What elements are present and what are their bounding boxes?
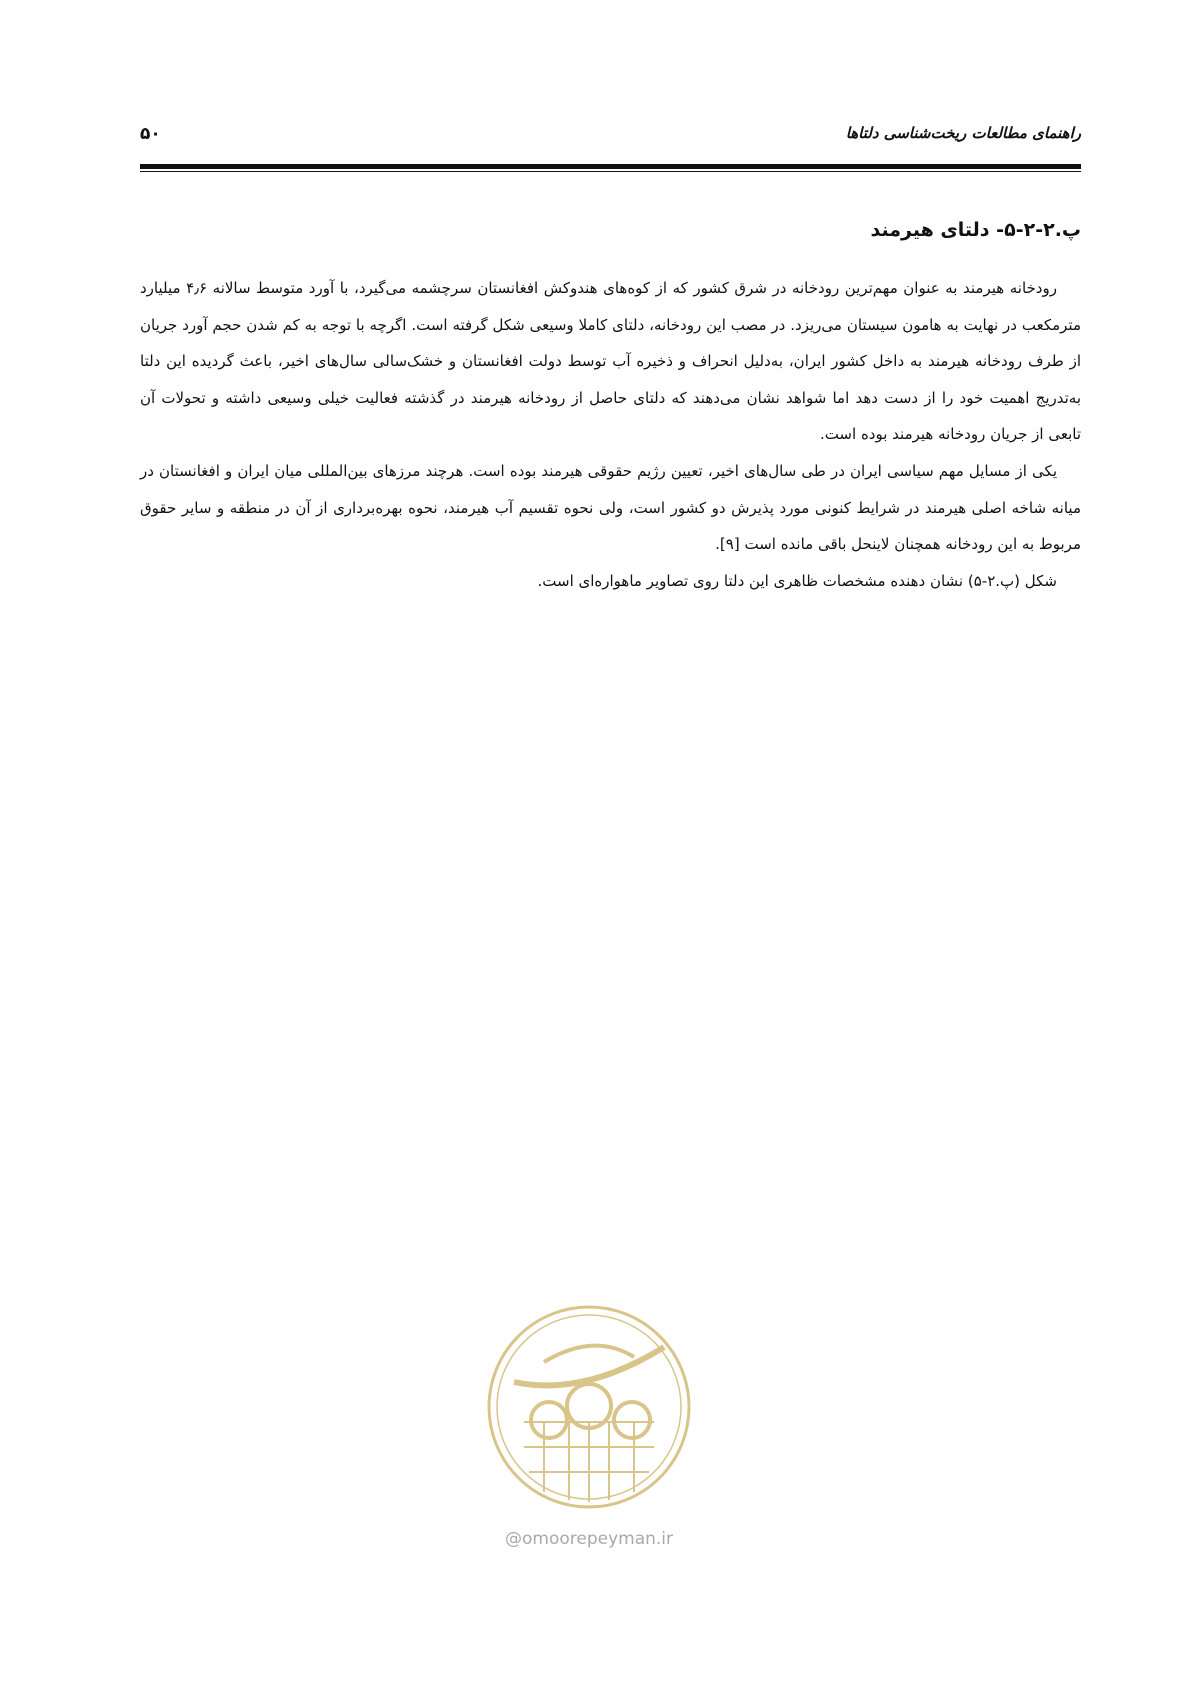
watermark-logo bbox=[484, 1302, 694, 1512]
page-header bbox=[140, 124, 1081, 150]
body-text bbox=[140, 270, 1081, 599]
page-number: ۵۰ bbox=[140, 124, 161, 144]
header-rule-thick bbox=[140, 164, 1081, 169]
watermark-seal-icon bbox=[484, 1302, 694, 1512]
paragraph-2: یکی از مسایل مهم سیاسی ایران در طی سال‌های اخیر، تعیین رژیم حقوقی هیرمند بوده است. هرچند مرزهای بین‌المللی میان ایران و افغانستان در میانه شاخه اصلی هیرمند در شرایط کنونی مورد پذیرش دو کشور است، ولی نحوه تقسیم آب هیرمند، نحوه بهره‌برداری از آن در منطقه و سایر حقوق مربوط به این رودخانه همچنان لاینحل باقی مانده است [۹]. bbox=[140, 461, 1081, 554]
section-title: پ.۲-۲-۵- دلتای هیرمند bbox=[870, 219, 1081, 241]
header-rule-thin bbox=[140, 171, 1081, 172]
paragraph-3: شکل (پ.۲-۵) نشان دهنده مشخصات ظاهری این دلتا روی تصاویر ماهواره‌ای است. bbox=[537, 571, 1057, 590]
watermark-url: @omoorepeyman.ir bbox=[504, 1529, 674, 1549]
paragraph-1: رودخانه هیرمند به عنوان مهم‌ترین رودخانه در شرق کشور که از کوه‌های هندوکش افغانستان سرچشمه می‌گیرد، با آورد متوسط سالانه ۴٫۶ میلیارد مترمکعب در نهایت به هامون سیستان می‌ریزد. در مصب این رودخانه، دلتای کاملا وسیعی شکل گرفته است. اگرچه با توجه به کم شدن حجم آورد جریان از طرف رودخانه هیرمند به داخل کشور ایران، به‌دلیل انحراف و ذخیره آب توسط دولت افغانستان و خشک‌سالی سال‌های اخیر، باعث گردیده این دلتا به‌تدریج اهمیت خود را از دست دهد اما شواهد نشان می‌دهند که دلتای حاصل از رودخانه هیرمند در گذشته فعالیت خیلی وسیعی داشته و تحولات آن تابعی از جریان رودخانه هیرمند بوده است. bbox=[140, 279, 1081, 444]
running-title: راهنمای مطالعات ریخت‌شناسی دلتاها bbox=[845, 124, 1081, 142]
